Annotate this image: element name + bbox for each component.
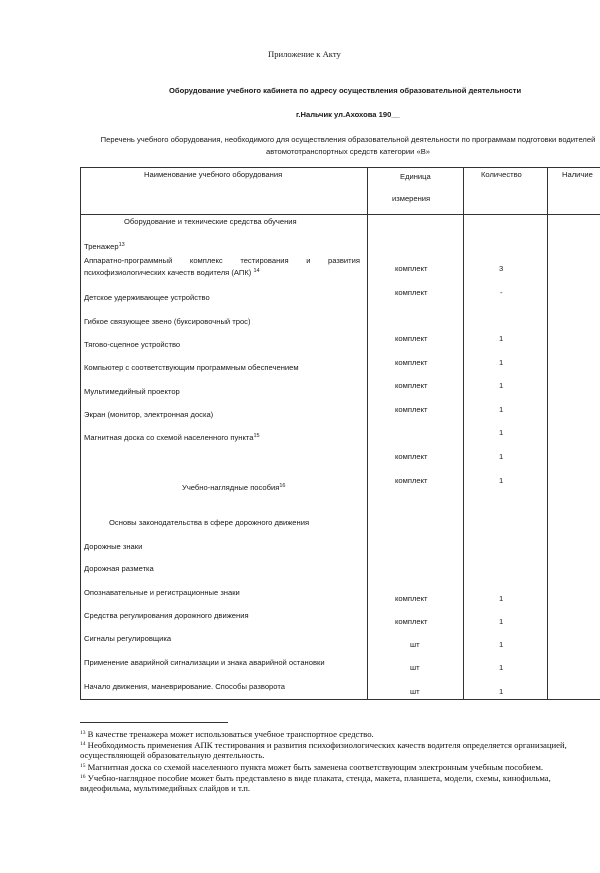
column-divider <box>367 168 368 699</box>
quantity-cell: 1 <box>499 617 504 626</box>
item-road-signs: Дорожные знаки <box>84 542 143 551</box>
item-hitch: Тягово-сцепное устройство <box>84 340 181 349</box>
item-road-marking: Дорожная разметка <box>84 564 154 573</box>
footnote-text: Магнитная доска со схемой населенного пункта может быть заменена соответствующим электронным учебным пособием. <box>87 761 544 772</box>
quantity-cell: - <box>500 288 503 297</box>
unit-cell: комплект <box>395 452 428 461</box>
unit-cell: комплект <box>395 381 428 390</box>
footnote-number: 15 <box>80 762 86 769</box>
column-divider <box>547 168 548 699</box>
item-traffic-control: Средства регулирования дорожного движения <box>84 611 249 620</box>
item-child-seat: Детское удерживающее устройство <box>84 293 210 302</box>
unit-cell: комплект <box>395 358 428 367</box>
item-trainer <box>84 242 125 251</box>
unit-cell: шт <box>410 640 420 649</box>
item-computer: Компьютер с соответствующим программным обеспечением <box>84 363 299 372</box>
footnote-ref: 13 <box>118 242 125 248</box>
quantity-cell: 1 <box>499 405 504 414</box>
header-quantity: Количество <box>481 170 522 179</box>
quantity-cell: 1 <box>499 452 504 461</box>
unit-cell: комплект <box>395 617 428 626</box>
quantity-cell: 1 <box>499 687 504 696</box>
item-projector: Мультимедийный проектор <box>84 387 180 396</box>
unit-cell: шт <box>410 663 420 672</box>
item-label: психофизиологических качеств водителя (АПК) <box>84 268 252 277</box>
item-maneuvering: Начало движения, маневрирование. Способы разворота <box>84 682 285 691</box>
item-label: Тренажер <box>84 242 119 251</box>
item-magnetic-board <box>84 433 260 442</box>
quantity-cell: 1 <box>499 663 504 672</box>
appendix-label: Приложение к Акту <box>268 49 341 59</box>
item-id-signs: Опознавательные и регистрационные знаки <box>84 588 240 597</box>
unit-cell: комплект <box>395 476 428 485</box>
footnote-ref: 14 <box>253 268 260 274</box>
item-label: Магнитная доска со схемой населенного пункта <box>84 433 254 442</box>
footnote-text: Учебно-наглядное пособие может быть представлено в виде плаката, стенда, макета, планшета, модели, схемы, кинофильма, видеофильма, мультимедийных слайдов и т.п. <box>80 772 551 794</box>
header-unit-line1: Единица <box>400 172 431 181</box>
address-line: г.Нальчик ул.Ахохова 190__ <box>296 110 400 119</box>
item-label: Учебно-наглядные пособия <box>182 483 280 492</box>
item-screen: Экран (монитор, электронная доска) <box>84 410 214 419</box>
footnote <box>80 762 570 772</box>
quantity-cell: 1 <box>499 381 504 390</box>
section-heading-legislation: Основы законодательства в сфере дорожного движения <box>109 518 310 527</box>
quantity-cell: 1 <box>499 334 504 343</box>
quantity-cell: 1 <box>499 358 504 367</box>
header-presence: Наличие <box>562 170 593 179</box>
quantity-cell: 1 <box>499 594 504 603</box>
footnote <box>80 740 570 760</box>
quantity-cell: 1 <box>499 476 504 485</box>
footnote-text: Необходимость применения АПК тестирования и развития психофизиологических качеств водителя определяется организацией, осуществляющей образовательную деятельность. <box>80 740 567 761</box>
footnote <box>80 773 570 793</box>
unit-cell: комплект <box>395 405 428 414</box>
footnote-number: 14 <box>80 741 86 748</box>
column-divider <box>463 168 464 699</box>
unit-cell: шт <box>410 687 420 696</box>
header-name: Наименование учебного оборудования <box>144 170 283 179</box>
item-tow-link: Гибкое связующее звено (буксировочный трос) <box>84 317 251 326</box>
section-heading-equipment: Оборудование и технические средства обучения <box>124 217 297 226</box>
item-apk-line2 <box>84 268 260 277</box>
quantity-cell: 3 <box>499 264 504 273</box>
equipment-table <box>80 167 600 700</box>
quantity-cell: 1 <box>499 428 504 437</box>
footnote-text: В качестве тренажера может использоваться учебное транспортное средство. <box>87 729 374 739</box>
header-unit-line2: измерения <box>392 194 431 203</box>
footnote-ref: 15 <box>253 433 260 439</box>
item-hazard-signal: Применение аварийной сигнализации и знака аварийной остановки <box>84 658 325 667</box>
unit-cell: комплект <box>395 334 428 343</box>
document-title: Оборудование учебного кабинета по адресу осуществления образовательной деятельности <box>169 86 522 95</box>
footnote-number: 16 <box>80 773 86 780</box>
item-apk-line1: Аппаратно-программный комплекс тестирования и развития <box>84 256 360 265</box>
quantity-cell: 1 <box>499 640 504 649</box>
footnote-ref: 16 <box>279 483 286 489</box>
unit-cell: комплект <box>395 594 428 603</box>
footnotes <box>80 729 570 794</box>
footnote <box>80 729 570 739</box>
unit-cell: комплект <box>395 288 428 297</box>
unit-cell: комплект <box>395 264 428 273</box>
header-divider <box>81 214 600 215</box>
intro-paragraph: Перечень учебного оборудования, необходимого для осуществления образовательной деятельности по программам подготовки водителей автомототранспортных средств категории «В» <box>100 135 596 156</box>
footnote-number: 13 <box>80 730 86 736</box>
item-visual-aids <box>182 483 285 492</box>
footnote-separator <box>80 722 228 723</box>
item-controller-signals: Сигналы регулировщика <box>84 634 172 643</box>
